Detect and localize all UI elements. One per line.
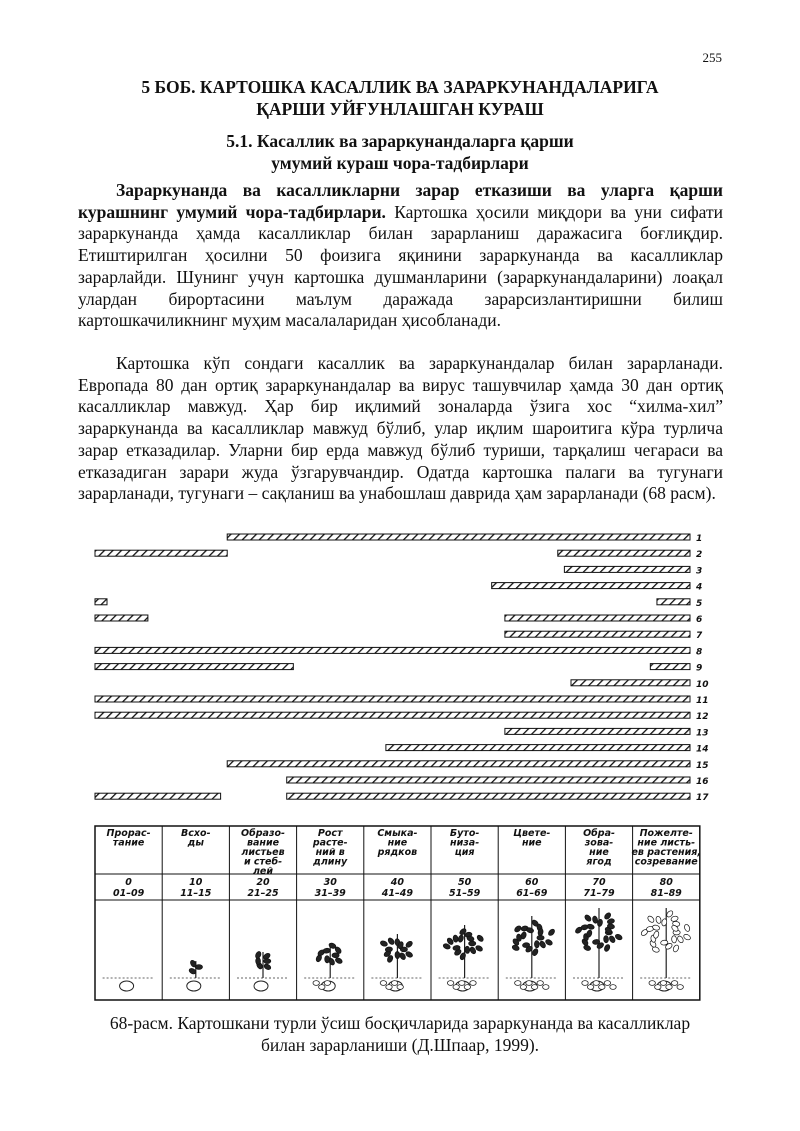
damage-bar-9 [95, 664, 293, 670]
tuber [464, 985, 470, 990]
tuber [515, 981, 521, 986]
stage-range: 01–09 [112, 888, 145, 899]
tuber [599, 985, 605, 990]
stage-name: лей [252, 866, 274, 877]
leaf [534, 941, 539, 948]
tuber [187, 981, 201, 991]
stage-name: Всхо- [181, 828, 211, 839]
leaf [587, 923, 595, 930]
leaf [476, 934, 484, 943]
stage-code: 20 [256, 877, 270, 888]
leaf [465, 946, 470, 953]
stage-code: 70 [592, 877, 606, 888]
damage-bar-6 [505, 615, 690, 621]
plant-stage-illustration [439, 925, 491, 991]
stage-code: 50 [457, 877, 472, 888]
stage-range: 81–89 [650, 888, 682, 899]
tuber [120, 981, 134, 991]
leaf [676, 935, 684, 944]
stage-name: низа- [450, 837, 480, 849]
leaf [385, 947, 393, 953]
damage-bar-12 [95, 712, 690, 718]
stage-name: ние [521, 837, 542, 849]
leaf [453, 935, 459, 943]
plant-stage-illustration [170, 959, 222, 991]
tuber [459, 981, 465, 986]
section-title-line2: умумий кураш чора-тадбирлари [271, 153, 529, 173]
row-number: 14 [696, 744, 709, 755]
leaf [469, 941, 476, 946]
stage-name: Цвете- [513, 828, 551, 839]
stage-name: ев растения, [631, 847, 701, 858]
stage-name: Прорас- [106, 828, 151, 839]
damage-bar-5 [657, 599, 690, 605]
leaf [547, 928, 555, 937]
stage-range: 41–49 [381, 888, 414, 899]
plant-stage-illustration [640, 908, 692, 991]
plant-illustrations [103, 908, 693, 991]
row-number: 1 [696, 534, 703, 544]
paragraph-1-heading: Зараркунанда ва касалликларни зарар етказиши ва уларга қарши курашнинг умумий чора-тадбирлари. [78, 180, 723, 222]
stage-name: ция [454, 847, 475, 858]
tuber [677, 985, 683, 990]
row-number: 3 [696, 566, 703, 577]
tuber [254, 981, 268, 991]
tuber [582, 981, 588, 986]
figure-caption [60, 1012, 740, 1056]
leaf [655, 916, 661, 924]
leaf [647, 915, 655, 924]
tuber [543, 985, 549, 990]
tuber [386, 985, 392, 990]
section-title-line1: 5.1. Касаллик ва зараркунандаларга қарши [226, 131, 574, 151]
stage-name: расте- [312, 837, 348, 849]
stage-name: вание [246, 837, 280, 849]
tuber [666, 985, 672, 990]
stage-name: Образо- [241, 828, 285, 839]
plant-stage-illustration [237, 951, 289, 991]
leaf [457, 934, 464, 942]
tuber [526, 981, 532, 986]
row-number: 2 [696, 550, 703, 561]
plant-stage-illustration [103, 978, 155, 991]
plant-stage-illustration [506, 916, 558, 991]
row-number: 13 [696, 728, 709, 739]
tuber [520, 985, 526, 990]
stage-range: 31–39 [314, 888, 346, 899]
paragraph-1 [78, 180, 723, 332]
leaf [453, 945, 461, 951]
paragraph-1-text: Картошка ҳосили миқдори ва уни сифати зараркунанда ҳамда касалликлар билан зарарланиш даражасига боғлиқдир. Етиштирилган ҳосилни 50 фоизига яқинини зараркунанда ва касалликлар зарарлайди. Шунинг учун картошка душманларини (зараркунандаларини) лоақал улардан бироpтасини маълум даражада зарарсизлантиришни билиш картошкачиликнинг муҳим масалаларидан ҳисобланади. [78, 201, 723, 331]
row-number: 10 [696, 679, 709, 690]
stage-range: 21–25 [247, 888, 279, 899]
plant-stage-illustration [304, 942, 356, 991]
stage-code: 80 [659, 877, 673, 888]
stage-name: длину [313, 856, 348, 868]
damage-bar-1 [227, 534, 690, 540]
stage-code: 60 [525, 877, 539, 888]
leaf [395, 951, 400, 958]
leaf [520, 931, 527, 939]
leaf [684, 924, 691, 932]
row-number: 11 [696, 696, 709, 706]
stage-code: 30 [323, 877, 337, 888]
damage-bar-15 [227, 761, 690, 767]
tuber [604, 981, 610, 986]
stage-name: ние [589, 847, 609, 858]
leaf [323, 948, 331, 954]
leaf [586, 929, 593, 937]
leaf [653, 930, 660, 938]
stage-code: 40 [390, 877, 405, 888]
leaf [522, 942, 530, 948]
damage-bar-13 [505, 728, 690, 734]
caption-line1: 68-расм. Картошкани турли ўсиш босқичларида зараркунанда ва касалликлар [109, 1013, 691, 1033]
caption-line2: билан зарарланиши (Д.Шпаар, 1999). [260, 1035, 540, 1055]
chapter-title-line1: 5 БОБ. КАРТОШКА КАСАЛЛИК ВА ЗАРАРКУНАНДАЛАРИГА [141, 77, 659, 97]
damage-bar-3 [564, 566, 690, 572]
tuber [593, 981, 599, 986]
tuber [313, 981, 319, 986]
stage-name: и стеб- [243, 856, 283, 868]
leaf [387, 937, 395, 946]
row-number: 16 [696, 777, 709, 787]
paragraph-2 [78, 353, 723, 505]
stage-name: ние листь- [637, 837, 696, 849]
tuber [391, 981, 397, 986]
damage-bar-5 [95, 599, 107, 605]
stage-name: Буто- [449, 828, 480, 839]
stage-name: Смыка- [377, 828, 418, 839]
stage-name: тание [112, 837, 145, 849]
page-number: 255 [702, 50, 722, 65]
tuber [610, 985, 616, 990]
damage-bar-6 [95, 615, 148, 621]
row-number: 4 [696, 582, 703, 593]
leaf [592, 939, 600, 945]
damage-bar-8 [95, 647, 690, 653]
stage-name: ягод [586, 856, 612, 868]
chapter-title-line2: ҚАРШИ УЙҒУНЛАШГАН КУРАШ [256, 99, 544, 119]
stage-range: 61–69 [516, 888, 548, 899]
leaf [545, 939, 554, 947]
stage-name: листьев [241, 847, 285, 858]
stage-name: Обра- [583, 828, 615, 839]
tuber [649, 981, 655, 986]
stage-code: 10 [189, 877, 203, 888]
stage-range: 51–59 [448, 888, 481, 899]
row-number: 6 [696, 615, 703, 625]
damage-bar-17 [95, 793, 221, 799]
leaf [325, 956, 330, 963]
row-number: 8 [696, 647, 703, 658]
leaf [672, 944, 679, 953]
tuber [319, 985, 325, 990]
leaf [671, 936, 676, 943]
stage-name: рядков [377, 847, 418, 858]
tuber [324, 981, 330, 986]
tuber [587, 985, 593, 990]
damage-bar-9 [650, 664, 690, 670]
tuber [660, 981, 666, 986]
damage-bars [95, 534, 709, 803]
damage-bar-4 [492, 583, 690, 589]
row-number: 9 [696, 663, 703, 674]
tuber [447, 981, 453, 986]
leaf [584, 914, 592, 923]
damage-bar-10 [571, 680, 690, 686]
stage-name: ние [387, 837, 408, 849]
leaf [466, 935, 474, 942]
leaf [603, 944, 610, 953]
leaf [683, 933, 692, 941]
row-number: 12 [696, 712, 709, 723]
damage-bar-16 [287, 777, 690, 783]
leaf [526, 927, 534, 934]
leaf [380, 940, 389, 947]
leaf [660, 940, 668, 946]
stage-range: 71–79 [583, 888, 615, 899]
stage-code: 0 [125, 877, 132, 888]
leaf [604, 935, 609, 942]
damage-bar-2 [95, 550, 227, 556]
stage-name: ний в [315, 847, 345, 858]
damage-bar-17 [287, 793, 690, 799]
plant-stage-illustration [573, 908, 625, 991]
tuber [397, 985, 403, 990]
stage-name: созревание [634, 856, 698, 868]
leaf [263, 963, 272, 971]
damage-bar-2 [558, 550, 690, 556]
tuber [453, 985, 459, 990]
section-title [60, 130, 740, 174]
stage-name: Рост [317, 828, 343, 839]
leaf [614, 933, 623, 941]
damage-bar-14 [386, 745, 690, 751]
chapter-title [60, 76, 740, 120]
tuber [531, 985, 537, 990]
stage-range: 11–15 [180, 888, 212, 899]
stage-name: ды [187, 837, 204, 849]
figure-68 [90, 530, 720, 1005]
growth-stage-damage-diagram [90, 530, 720, 1005]
paragraph-2-text: Картошка кўп сондаги касаллик ва зараркунандалар билан зарарланади. Европада 80 дан ортиқ зараркунандалар ва вирус ташувчилар ҳамда 30 дан ортиқ касалликлар мавжуд. Ҳар бир иқлимий зоналарда ўзига хос “хилма-хил” зараркунанда ва касалликлар мавжуд бўлиб, улар иқлим шароитига кўра турлича зарар етказадилар. Уларни бир ерда мавжуд бўлиб туриши, тарқалиш чегараси ва етказадиган зарари жуда ўзгарувчандир. Одатда картошка палаги ва тугунаги зарарланади, тугунаги – сақланиш ва унабошлаш даврида ҳам зарарланади (68 расм). [78, 353, 723, 504]
tuber [537, 981, 543, 986]
tuber [380, 981, 386, 986]
row-number: 15 [696, 760, 709, 771]
stage-name: Пожелте- [639, 828, 693, 839]
tuber [671, 981, 677, 986]
damage-bar-7 [505, 631, 690, 637]
leaf [254, 951, 261, 960]
row-number: 7 [696, 631, 703, 642]
tuber [655, 985, 661, 990]
row-number: 5 [696, 598, 703, 609]
tuber [470, 981, 476, 986]
plant-stage-illustration [371, 934, 423, 991]
stage-name: зова- [584, 837, 614, 849]
row-number: 17 [696, 793, 709, 804]
damage-bar-11 [95, 696, 690, 702]
